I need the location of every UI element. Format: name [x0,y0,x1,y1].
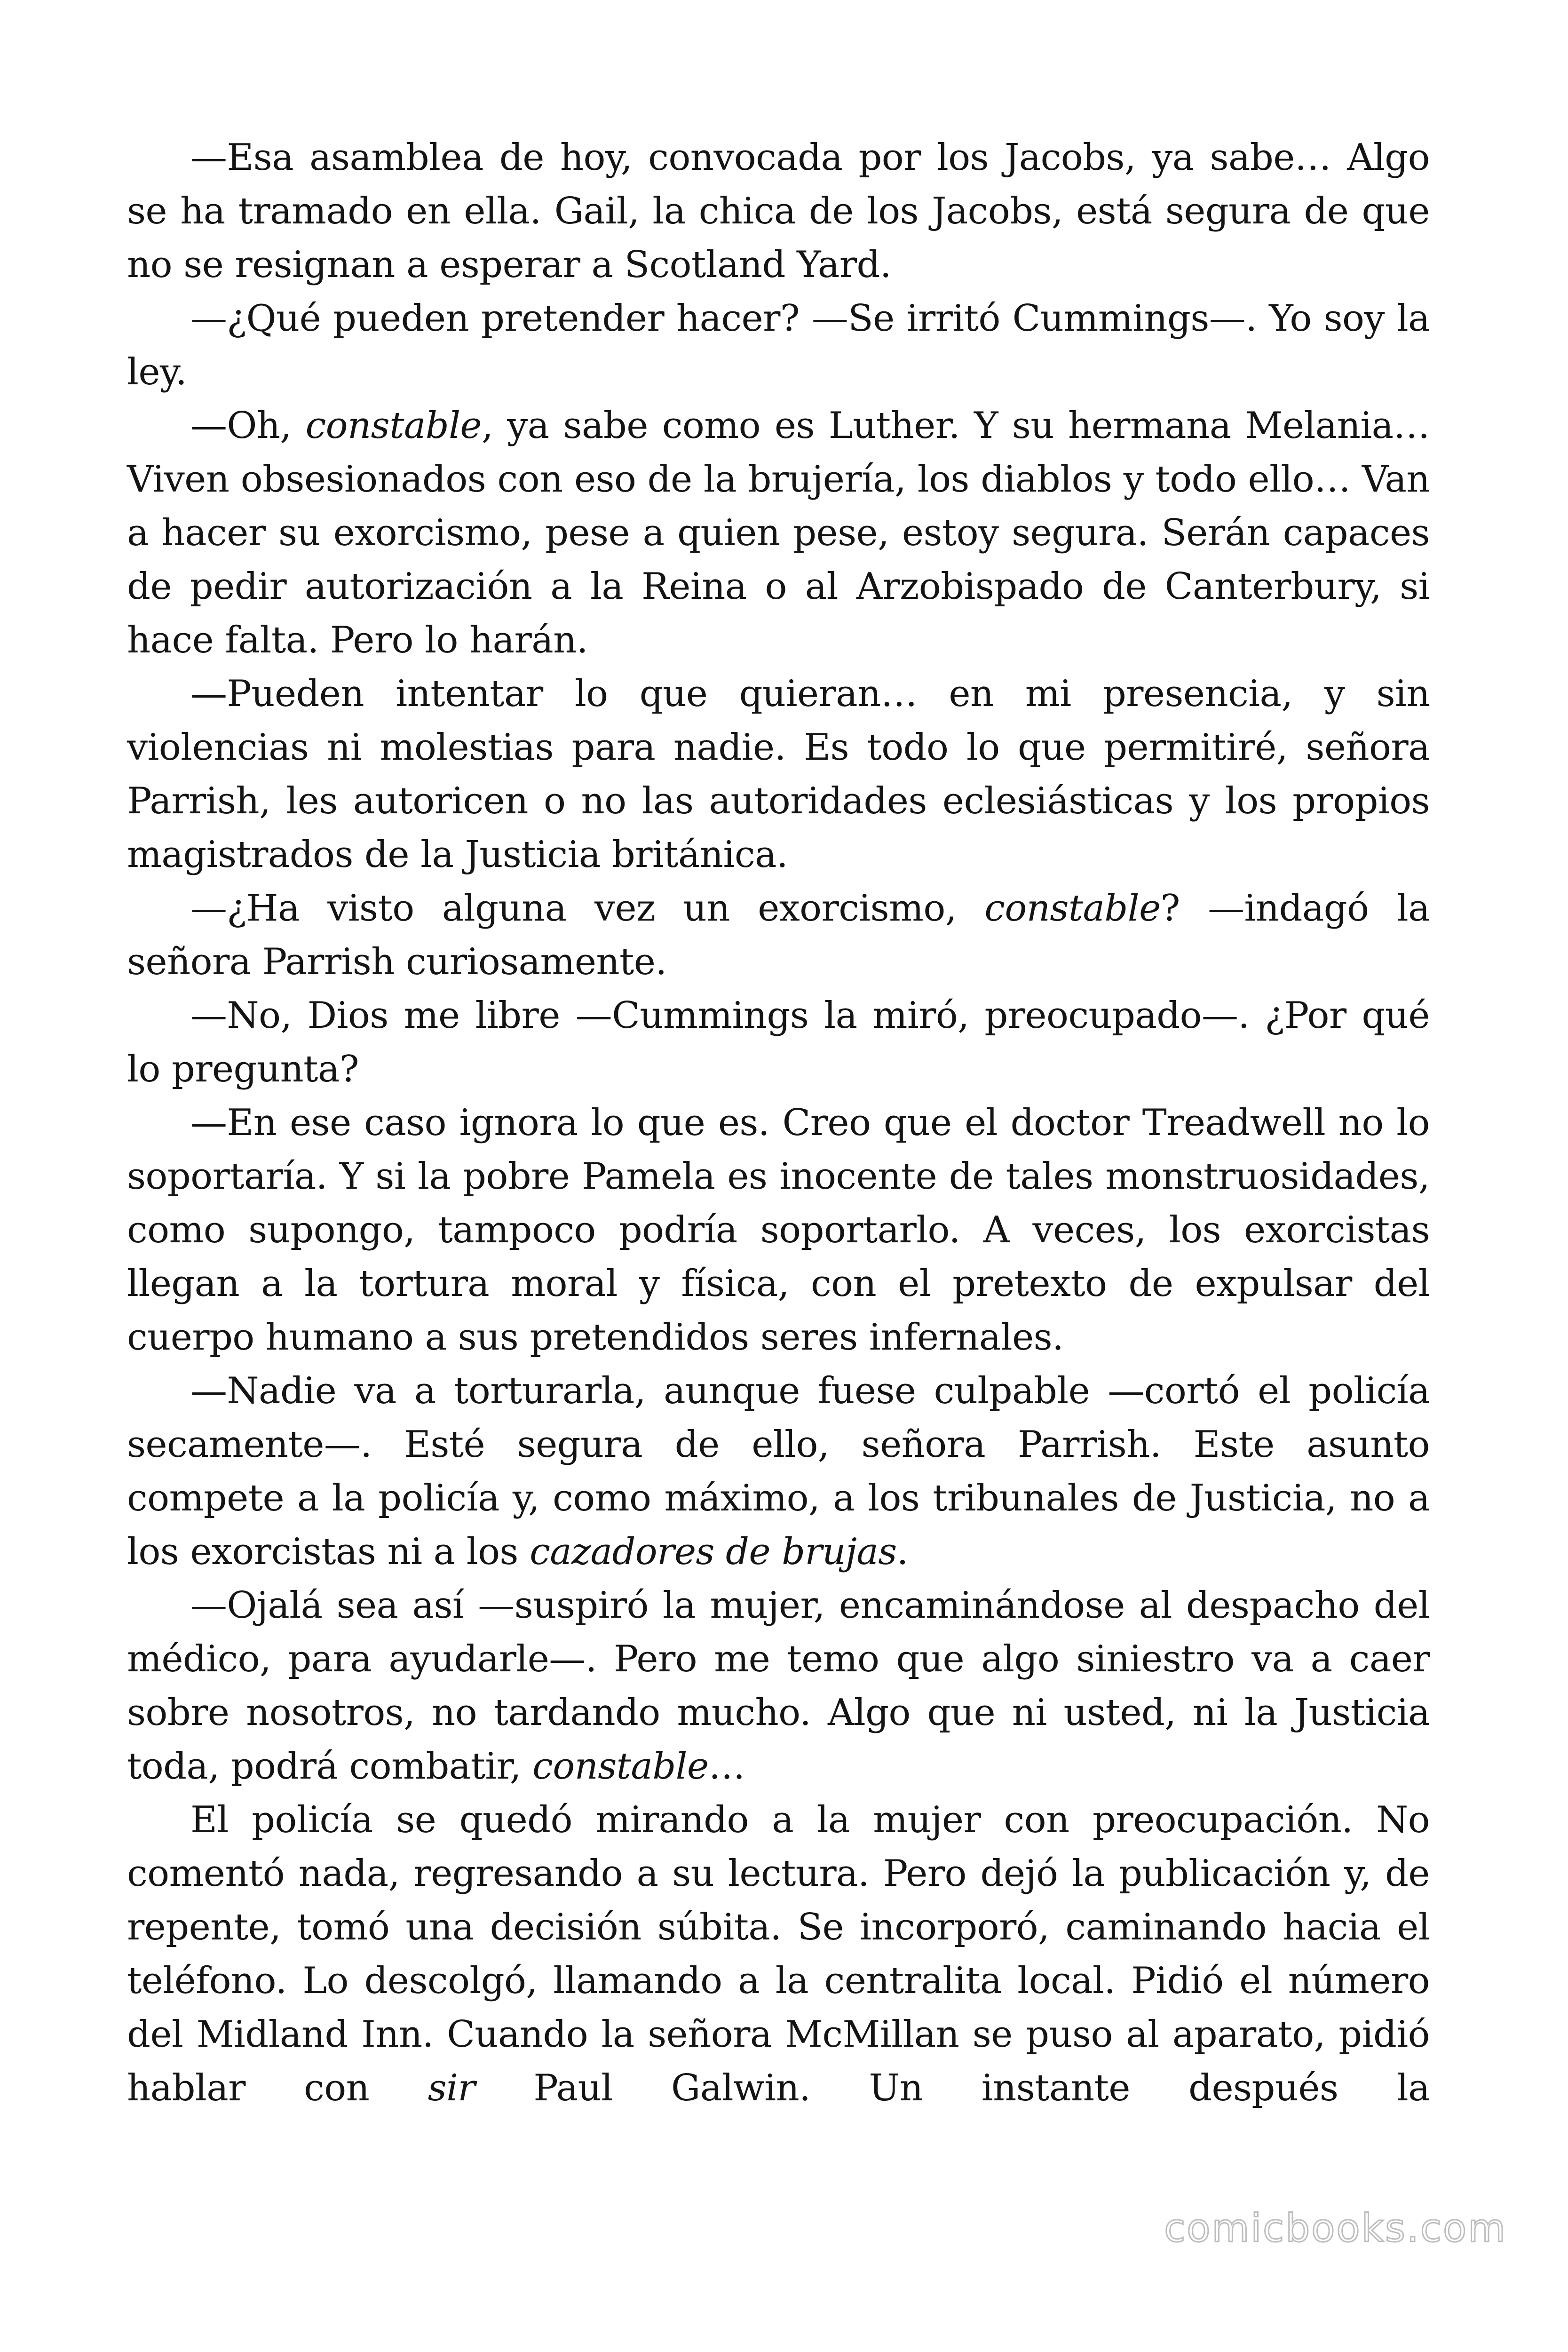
paragraph [127,399,1441,667]
text-run: —Esa asamblea de hoy, convocada por los Jacobs, ya sabe… Algo se ha tramado en ella. Gail, la chica de los Jacobs, está segura de que no se resignan a esperar a Scotland Yard. [127,136,1441,286]
text-run: El policía se quedó mirando a la mujer con preocupación. No comentó nada, regresando a su lectura. Pero dejó la publicación y, de repente, tomó una decisión súbita. Se incorporó, caminando hacia el teléfono. Lo descolgó, llamando a la centralita local. Pidió el número del Midland Inn. Cuando la señora McMillan se puso al aparato, pidió hablar con [127,1799,1441,2109]
text-run: —En ese caso ignora lo que es. Creo que el doctor Treadwell no lo soportaría. Y si la pobre Pamela es inocente de tales monstruosidades, como supongo, tampoco podría soportarlo. A veces, los exorcistas llegan a la tortura moral y física, con el pretexto de expulsar del cuerpo humano a sus pretendidos seres infernales. [127,1102,1441,1359]
italic-text: sir [428,2067,475,2109]
text-run: —Nadie va a torturarla, aunque fuese culpable —cortó el policía secamente—. Esté segura de ello, señora Parrish. Este asunto compete a la policía y, como máximo, a los tribunales de Justicia, no a los exorcistas ni a los [127,1370,1441,1573]
text-run: —No, Dios me libre —Cummings la miró, preocupado—. ¿Por qué lo pregunta? [127,994,1441,1090]
paragraph [127,1364,1441,1579]
text-run: … [708,1745,745,1788]
italic-text: cazadores de brujas [530,1531,897,1573]
paragraph [127,1793,1441,2115]
watermark: comicbooks.com [1164,2206,1507,2251]
paragraph [127,989,1441,1096]
text-run: , ya sabe como es Luther. Y su hermana Melania… Viven obsesionados con eso de la brujería, los diablos y todo ello… Van a hacer su exorcismo, pese a quien pese, estoy segura. Serán capaces de pedir autorización a la Reina o al Arzobispado de Canterbury, si hace falta. Pero lo harán. [127,405,1441,661]
italic-text: constable [532,1745,709,1788]
paragraph [127,882,1441,989]
text-run: . [896,1531,908,1573]
text-run: —Pueden intentar lo que quieran… en mi presencia, y sin violencias ni molestias para nadie. Es todo lo que permitiré, señora Parrish, les autoricen o no las autoridades eclesiásticas y los propios magistrados de la Justicia británica. [127,673,1441,876]
paragraph [127,667,1441,882]
italic-text: constable [984,887,1161,930]
italic-text: constable [305,405,482,447]
paragraph [127,292,1441,399]
text-run: —¿Ha visto alguna vez un exorcismo, [190,887,985,930]
paragraph [127,1579,1441,1793]
text-run: —Oh, [190,405,306,447]
page-body-text [127,131,1441,2115]
text-run: ? —indagó la señora Parrish curiosamente. [127,887,1441,983]
text-run: —¿Qué pueden pretender hacer? —Se irritó Cummings—. Yo soy la ley. [127,297,1441,393]
paragraph [127,131,1441,292]
text-run: Paul Galwin. Un instante después la [475,2067,1430,2109]
text-run: —Ojalá sea así —suspiró la mujer, encaminándose al despacho del médico, para ayudarle—. Pero me temo que algo siniestro va a caer sobre nosotros, no tardando mucho. Algo que ni usted, ni la Justicia toda, podrá combatir, [127,1584,1441,1788]
paragraph [127,1096,1441,1364]
